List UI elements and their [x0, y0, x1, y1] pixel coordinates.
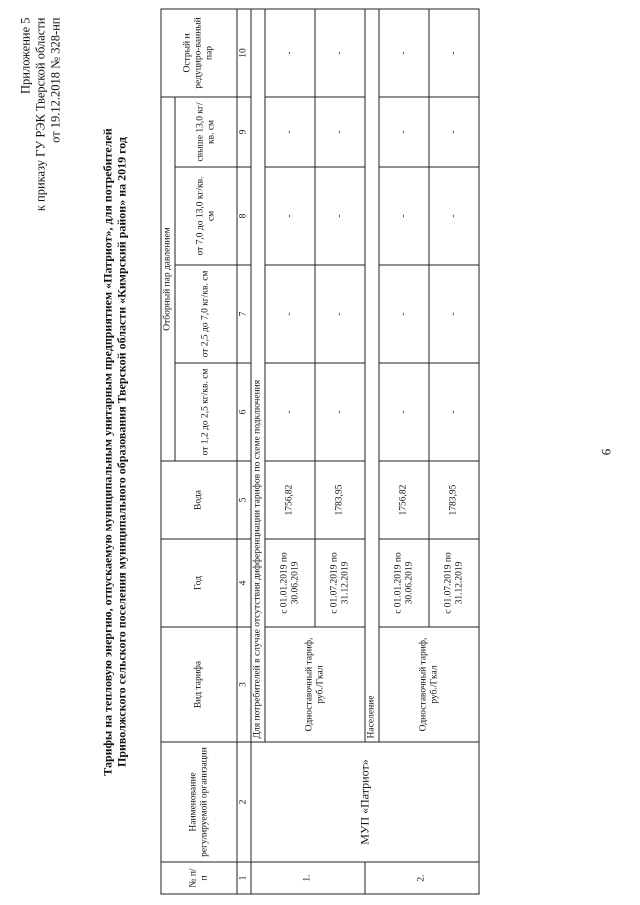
rotated-page — [1, 0, 640, 905]
appendix-line-3: от 19.12.2018 № 328-нп — [48, 17, 63, 143]
col-number: 9 — [237, 97, 251, 167]
header-steam-1: от 1,2 до 2,5 кг/кв. см — [175, 363, 237, 461]
section-caption: Население — [365, 9, 379, 742]
header-water: Вода — [161, 461, 237, 539]
year-cell: с 01.01.2019 по 30.06.2019 — [265, 539, 315, 627]
col-number: 3 — [237, 627, 251, 742]
hot-steam-cell: - — [265, 9, 315, 97]
steam4-cell: - — [429, 97, 479, 167]
steam1-cell: - — [315, 363, 365, 461]
col-number: 4 — [237, 539, 251, 627]
steam2-cell: - — [379, 265, 429, 363]
col-number: 2 — [237, 742, 251, 862]
header-steam-group: Отборный пар давлением — [161, 97, 175, 461]
steam1-cell: - — [379, 363, 429, 461]
year-cell: с 01.07.2019 по 31.12.2019 — [315, 539, 365, 627]
section-number: 1. — [251, 862, 365, 894]
appendix-block — [19, 18, 64, 212]
hot-steam-cell: - — [429, 9, 479, 97]
col-number: 5 — [237, 461, 251, 539]
appendix-line-1: Приложение 5 — [18, 17, 33, 94]
header-tariff-type: Вид тарифа — [161, 627, 237, 742]
col-number: 8 — [237, 167, 251, 265]
water-cell: 1783,95 — [429, 461, 479, 539]
water-cell: 1756,82 — [379, 461, 429, 539]
header-org: Наименование регулируемой организации — [161, 742, 237, 862]
tariff-type-cell: Одноставочный тариф, руб./Гкал — [265, 627, 365, 742]
steam1-cell: - — [265, 363, 315, 461]
steam2-cell: - — [429, 265, 479, 363]
header-steam-4: свыше 13,0 кг/кв. см — [175, 97, 237, 167]
steam3-cell: - — [379, 167, 429, 265]
organization-name: МУП «Патриот» — [251, 742, 479, 862]
steam4-cell: - — [379, 97, 429, 167]
section-caption: Для потребителей в случае отсутствия дифференциации тарифов по схеме подключения — [251, 9, 265, 742]
header-hot-steam: Острый и редуциро-ванный пар — [161, 9, 237, 97]
page-number: 6 — [598, 448, 614, 456]
year-cell: с 01.07.2019 по 31.12.2019 — [429, 539, 479, 627]
appendix-line-2: к приказу ГУ РЭК Тверской области — [33, 17, 48, 212]
steam4-cell: - — [265, 97, 315, 167]
hot-steam-cell: - — [379, 9, 429, 97]
water-cell: 1756,82 — [265, 461, 315, 539]
steam1-cell: - — [429, 363, 479, 461]
col-number: 6 — [237, 363, 251, 461]
section-number: 2. — [365, 862, 479, 894]
tariff-table — [161, 8, 480, 894]
header-steam-2: от 2,5 до 7,0 кг/кв. см — [175, 265, 237, 363]
title-line-1: Тарифы на тепловую энергию, отпускаемую муниципальным унитарным предприятием «Патриот», для потребителей — [100, 128, 115, 776]
steam3-cell: - — [265, 167, 315, 265]
steam2-cell: - — [265, 265, 315, 363]
col-number: 1 — [237, 862, 251, 894]
hot-steam-cell: - — [315, 9, 365, 97]
steam3-cell: - — [429, 167, 479, 265]
header-steam-3: от 7,0 до 13,0 кг/кв. см — [175, 167, 237, 265]
water-cell: 1783,95 — [315, 461, 365, 539]
header-year: Год — [161, 539, 237, 627]
header-num: № п/ п — [161, 862, 237, 894]
title-line-2: Приволжского сельского поселения муниципального образования Тверской области «Кимрский район» на 2019 год — [114, 137, 129, 768]
tariff-type-cell: Одноставочный тариф, руб./Гкал — [379, 627, 479, 742]
document-title — [101, 40, 129, 865]
col-number: 10 — [237, 9, 251, 97]
steam4-cell: - — [315, 97, 365, 167]
steam2-cell: - — [315, 265, 365, 363]
col-number: 7 — [237, 265, 251, 363]
year-cell: с 01.01.2019 по 30.06.2019 — [379, 539, 429, 627]
steam3-cell: - — [315, 167, 365, 265]
